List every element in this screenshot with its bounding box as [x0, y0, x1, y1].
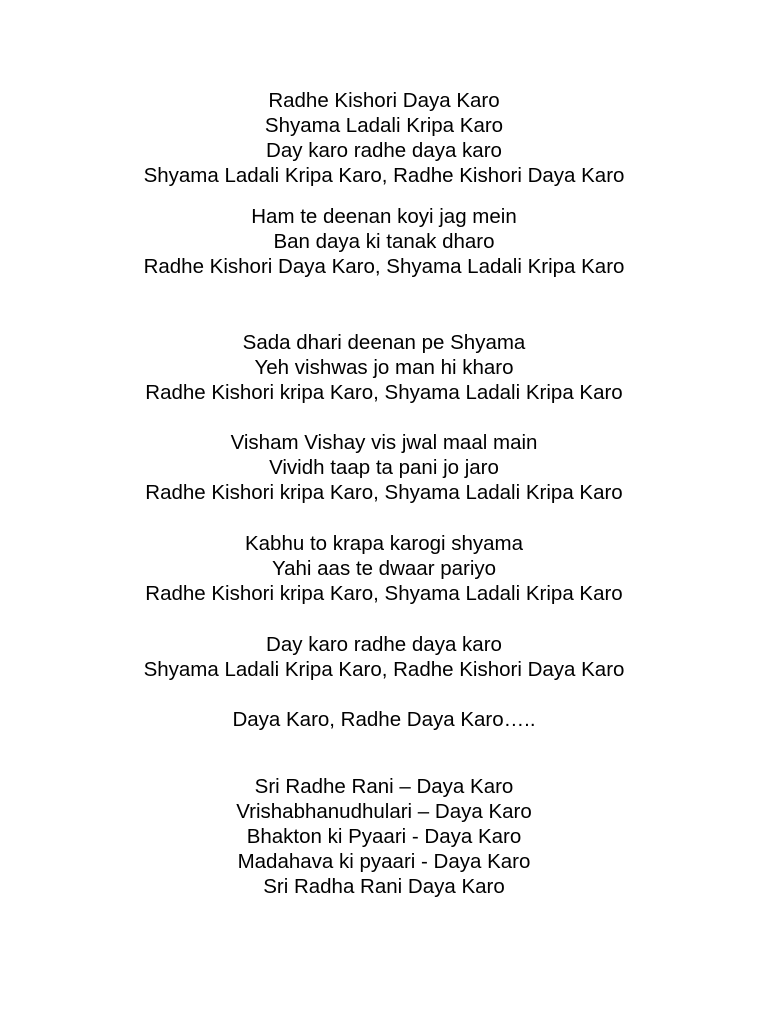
lyric-line: Bhakton ki Pyaari - Daya Karo — [246, 825, 522, 848]
lyric-line: Sada dhari deenan pe Shyama — [242, 331, 526, 354]
lyric-line: Yeh vishwas jo man hi kharo — [254, 356, 514, 379]
lyric-line: Vividh taap ta pani jo jaro — [269, 456, 499, 479]
lyric-line: Kabhu to krapa karogi shyama — [244, 532, 524, 555]
lyric-line: Yahi aas te dwaar pariyo — [271, 557, 497, 580]
stanza-8 — [0, 774, 768, 899]
lyric-line: Shyama Ladali Kripa Karo, Radhe Kishori Daya Karo — [143, 164, 625, 187]
stanza-7 — [0, 707, 768, 732]
lyric-line: Radhe Kishori Daya Karo, Shyama Ladali Kripa Karo — [143, 255, 625, 278]
lyric-line: Ban daya ki tanak dharo — [273, 230, 495, 253]
lyric-line: Daya Karo, Radhe Daya Karo….. — [232, 708, 536, 731]
lyric-line: Sri Radhe Rani – Daya Karo — [254, 775, 514, 798]
lyric-line: Day karo radhe daya karo — [266, 633, 502, 656]
lyric-line: Radhe Kishori kripa Karo, Shyama Ladali Kripa Karo — [145, 582, 623, 605]
lyric-line: Ham te deenan koyi jag mein — [251, 205, 517, 228]
lyric-line: Sri Radha Rani Daya Karo — [263, 875, 505, 898]
lyric-line: Shyama Ladali Kripa Karo, Radhe Kishori Daya Karo — [143, 658, 625, 681]
lyric-line: Radhe Kishori kripa Karo, Shyama Ladali Kripa Karo — [145, 481, 623, 504]
stanza-2 — [0, 204, 768, 279]
lyric-line: Shyama Ladali Kripa Karo — [264, 114, 504, 137]
lyric-line: Day karo radhe daya karo — [266, 139, 502, 162]
stanza-6 — [0, 632, 768, 682]
stanza-5 — [0, 531, 768, 606]
stanza-1 — [0, 88, 768, 188]
stanza-3 — [0, 330, 768, 405]
lyric-line: Radhe Kishori Daya Karo — [268, 89, 500, 112]
lyric-line: Radhe Kishori kripa Karo, Shyama Ladali Kripa Karo — [145, 381, 623, 404]
lyric-line: Madahava ki pyaari - Daya Karo — [237, 850, 531, 873]
lyric-line: Vrishabhanudhulari – Daya Karo — [236, 800, 532, 823]
stanza-4 — [0, 430, 768, 505]
lyric-line: Visham Vishay vis jwal maal main — [230, 431, 538, 454]
